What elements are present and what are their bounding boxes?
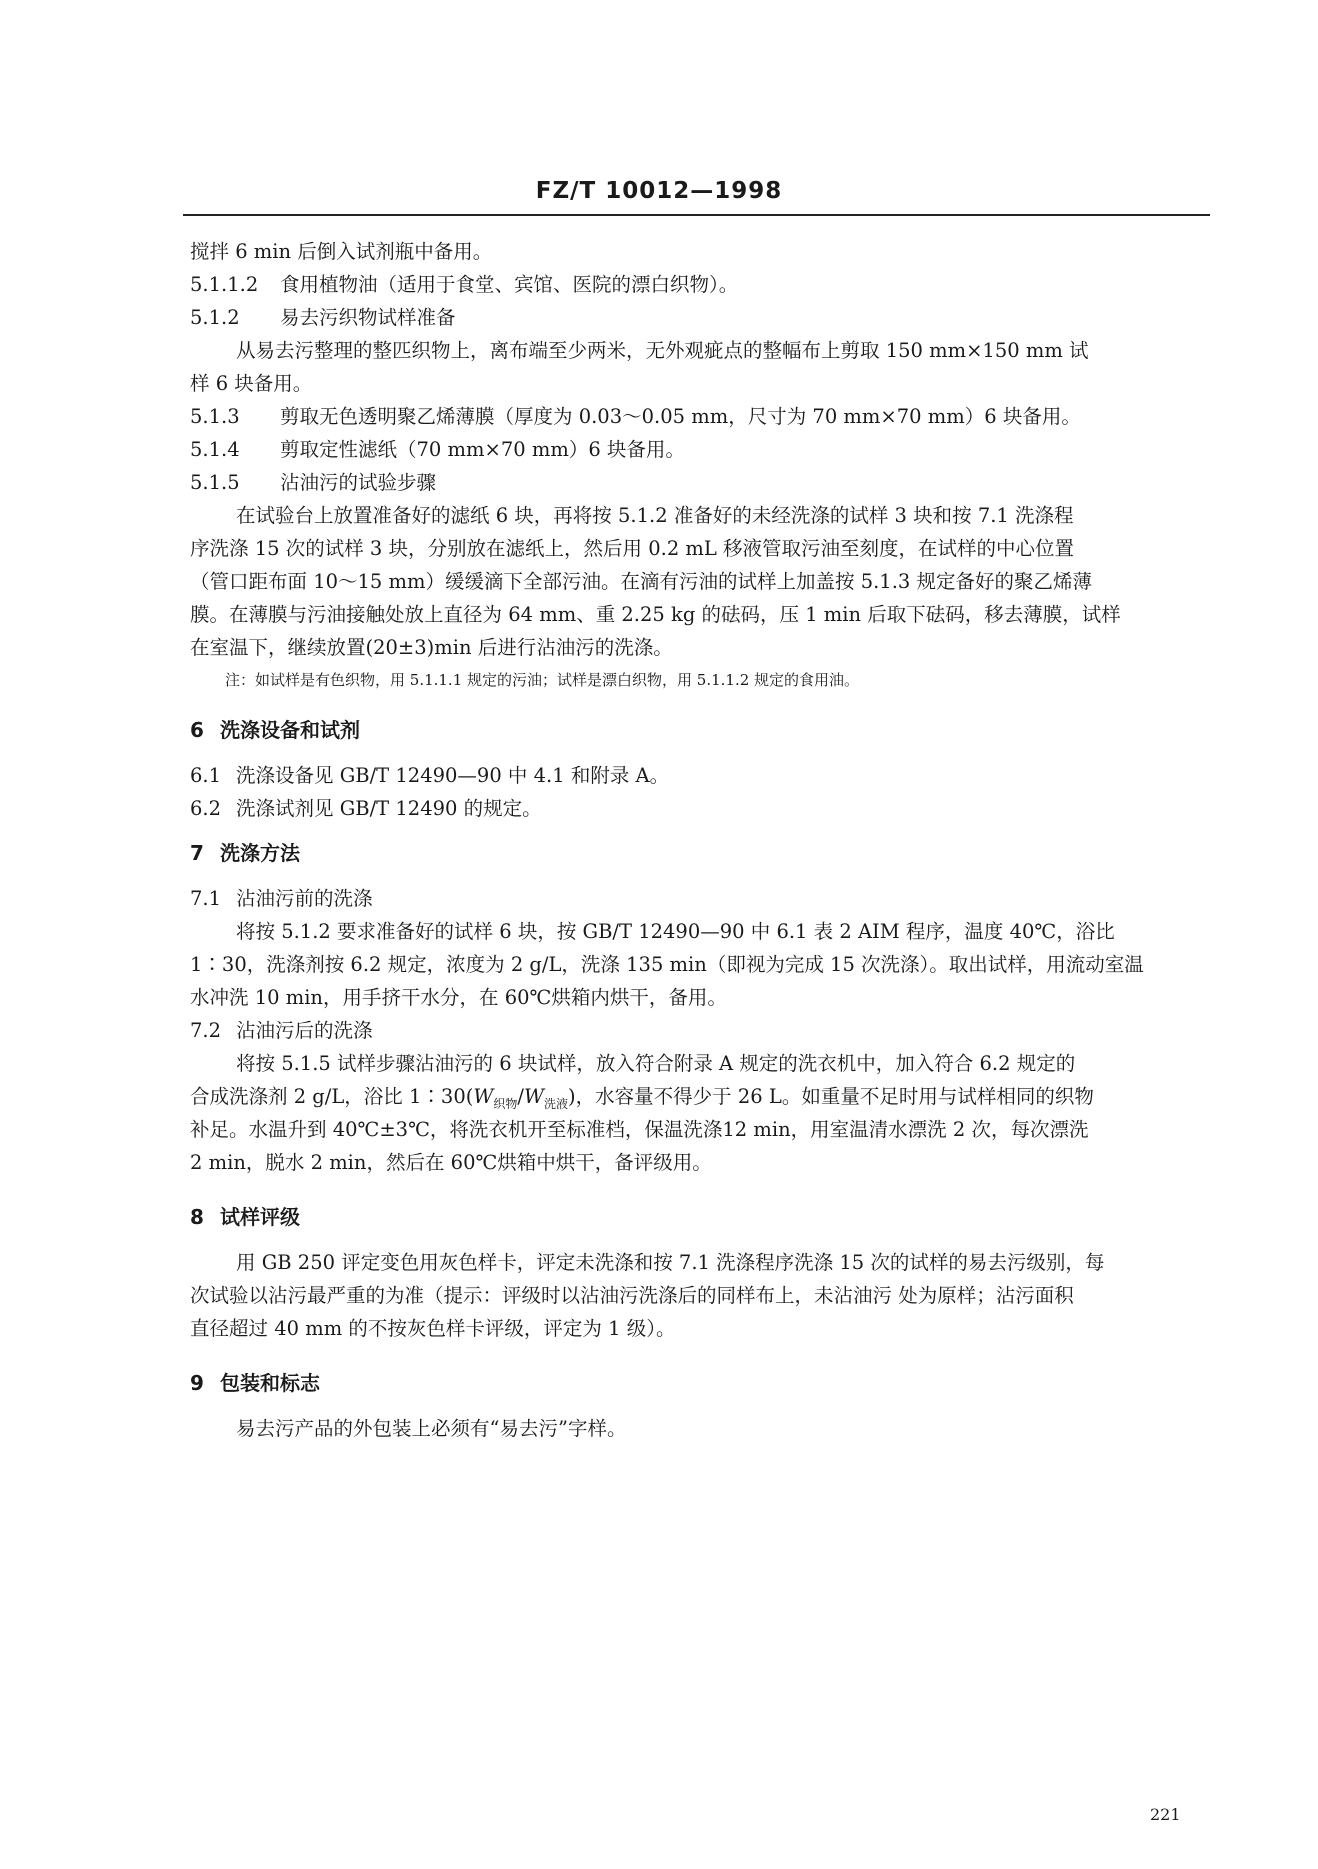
clause-number: 5.1.5: [190, 471, 240, 494]
text-span: )，水容量不得少于 26 L。如重量不足时用与试样相同的织物: [568, 1085, 1094, 1108]
paragraph-line: 将按 5.1.5 试样步骤沾油污的 6 块试样，放入符合附录 A 规定的洗衣机中，加入符合 6.2 规定的: [236, 1052, 1076, 1075]
clause-number: 5.1.2: [190, 306, 240, 329]
section-title: 洗涤方法: [220, 841, 300, 865]
text-span: 合成洗涤剂 2 g/L，浴比 1∶30(: [190, 1085, 474, 1108]
clause-text: 剪取定性滤纸（70 mm×70 mm）6 块备用。: [280, 438, 685, 461]
clause-7-2: [190, 1014, 1220, 1047]
clause-5-1-4: [190, 433, 1220, 466]
clause-number: 6.1: [190, 764, 222, 787]
paragraph-line: 易去污产品的外包装上必须有“易去污”字样。: [236, 1417, 627, 1440]
section-7-heading: [190, 837, 1220, 870]
paragraph-line: 1∶30，洗涤剂按 6.2 规定，浓度为 2 g/L，洗涤 135 min（即视为完成 15 次洗涤）。取出试样，用流动室温: [190, 953, 1144, 976]
clause-number: 6.2: [190, 797, 222, 820]
section-8-heading: [190, 1201, 1220, 1234]
symbol-w: W: [473, 1085, 494, 1108]
section-title: 包装和标志: [220, 1371, 320, 1395]
clause-7-1: [190, 882, 1220, 915]
subscript: 织物: [493, 1096, 518, 1111]
page-header-standard-number: FZ/T 10012—1998: [535, 178, 783, 204]
clause-text: 沾油污后的洗涤: [236, 1019, 373, 1042]
clause-number: 7.1: [190, 887, 222, 910]
section-number: 7: [190, 841, 204, 865]
section-number: 9: [190, 1371, 204, 1395]
paragraph-line: 将按 5.1.2 要求准备好的试样 6 块，按 GB/T 12490—90 中 6.1 表 2 AIM 程序，温度 40℃，浴比: [236, 920, 1115, 943]
clause-text: 洗涤设备见 GB/T 12490—90 中 4.1 和附录 A。: [236, 764, 670, 787]
paragraph-line: 2 min，脱水 2 min，然后在 60℃烘箱中烘干，备评级用。: [190, 1151, 712, 1174]
paragraph-line: （管口距布面 10～15 mm）缓缓滴下全部污油。在滴有污油的试样上加盖按 5.1.3 规定备好的聚乙烯薄: [190, 570, 1093, 593]
clause-text: 沾油污的试验步骤: [280, 471, 437, 494]
clause-text: 食用植物油（适用于食堂、宾馆、医院的漂白织物）。: [280, 273, 739, 296]
paragraph-line: 在试验台上放置准备好的滤纸 6 块，再将按 5.1.2 准备好的未经洗涤的试样 3 块和按 7.1 洗涤程: [236, 504, 1074, 527]
paragraph-line: 从易去污整理的整匹织物上，离布端至少两米，无外观疵点的整幅布上剪取 150 mm×150 mm 试: [236, 339, 1089, 362]
clause-text: 易去污织物试样准备: [280, 306, 456, 329]
clause-number: 7.2: [190, 1019, 222, 1042]
clause-text: 洗涤试剂见 GB/T 12490 的规定。: [236, 797, 542, 820]
clause-text: 沾油污前的洗涤: [236, 887, 373, 910]
note: 注：如试样是有色织物，用 5.1.1.1 规定的污油；试样是漂白织物，用 5.1.1.2 规定的食用油。: [225, 671, 860, 689]
text-line: 搅拌 6 min 后倒入试剂瓶中备用。: [190, 240, 493, 263]
paragraph-line: [190, 1080, 1220, 1113]
text-span: /: [517, 1085, 524, 1108]
paragraph-line: 序洗涤 15 次的试样 3 块，分别放在滤纸上，然后用 0.2 mL 移液管取污油至刻度，在试样的中心位置: [190, 537, 1075, 560]
clause-6-2: [190, 792, 1220, 825]
section-title: 试样评级: [220, 1205, 300, 1229]
clause-5-1-3: [190, 400, 1220, 433]
paragraph-line: 次试验以沾污最严重的为准（提示：评级时以沾油污洗涤后的同样布上，未沾油污 处为原样；沾污面积: [190, 1284, 1074, 1307]
clause-number: 5.1.3: [190, 405, 240, 428]
clause-number: 5.1.4: [190, 438, 240, 461]
paragraph-line: 补足。水温升到 40℃±3℃，将洗衣机开至标准档，保温洗涤12 min，用室温清水漂洗 2 次，每次漂洗: [190, 1118, 1089, 1141]
paragraph-line: 水冲洗 10 min，用手挤干水分，在 60℃烘箱内烘干，备用。: [190, 986, 727, 1009]
clause-5-1-1-2: [190, 268, 1220, 301]
subscript: 洗液: [544, 1096, 569, 1111]
clause-6-1: [190, 759, 1220, 792]
page-number: 221: [1150, 1805, 1181, 1824]
clause-5-1-5: [190, 466, 1220, 499]
section-number: 6: [190, 718, 204, 742]
paragraph-line: 样 6 块备用。: [190, 372, 313, 395]
paragraph-line: 在室温下，继续放置(20±3)min 后进行沾油污的洗涤。: [190, 636, 673, 659]
document-body: [190, 235, 1220, 1445]
symbol-w: W: [523, 1085, 545, 1108]
paragraph-line: 直径超过 40 mm 的不按灰色样卡评级，评定为 1 级）。: [190, 1317, 676, 1340]
paragraph-line: 用 GB 250 评定变色用灰色样卡，评定未洗涤和按 7.1 洗涤程序洗涤 15 次的试样的易去污级别，每: [236, 1251, 1105, 1274]
clause-text: 剪取无色透明聚乙烯薄膜（厚度为 0.03～0.05 mm，尺寸为 70 mm×70 mm）6 块备用。: [280, 405, 1081, 428]
clause-5-1-2: [190, 301, 1220, 334]
section-title: 洗涤设备和试剂: [220, 718, 360, 742]
header-rule: [183, 214, 1210, 216]
clause-number: 5.1.1.2: [190, 273, 259, 296]
section-9-heading: [190, 1367, 1220, 1400]
paragraph-line: 膜。在薄膜与污油接触处放上直径为 64 mm、重 2.25 kg 的砝码，压 1 min 后取下砝码，移去薄膜，试样: [190, 603, 1121, 626]
section-number: 8: [190, 1205, 204, 1229]
section-6-heading: [190, 714, 1220, 747]
